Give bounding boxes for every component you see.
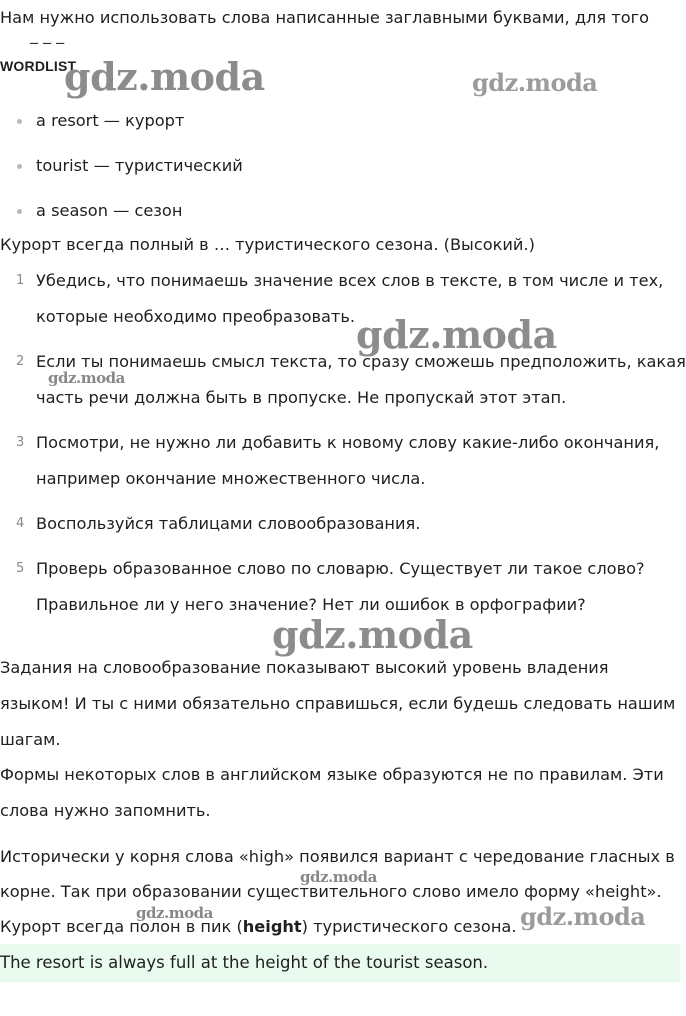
step-number: 3 (16, 435, 25, 450)
wordlist-item: tourist — туристический (0, 156, 680, 176)
bullet-dot (17, 119, 22, 124)
step-number: 1 (16, 273, 25, 288)
step-line: Посмотри, не нужно ли добавить к новому слову какие-либо окончания, (36, 433, 660, 452)
paragraph-line: Формы некоторых слов в английском языке образуются не по правилам. Эти (0, 765, 664, 784)
step-line: которые необходимо преобразовать. (36, 307, 356, 326)
wordlist-item: a resort — курорт (0, 111, 680, 131)
watermark-logo: gdz.moda (300, 868, 377, 886)
bullet-dot (17, 209, 22, 214)
watermark-logo: gdz.moda (48, 369, 125, 387)
bullet-dot (17, 164, 22, 169)
step-number: 5 (16, 561, 25, 576)
wordlist-title: WORDLIST (0, 58, 77, 74)
watermark-logo: gdz.moda (272, 612, 473, 657)
step-line: Правильное ли у него значение? Нет ли ошибок в орфографии? (36, 595, 586, 614)
step-line: Проверь образованное слово по словарю. Существует ли такое слово? (36, 559, 645, 578)
paragraph-line: слова нужно запомнить. (0, 801, 211, 820)
step-line: Воспользуйся таблицами словообразования. (36, 514, 421, 533)
step-number: 2 (16, 354, 25, 369)
answer-box (0, 944, 680, 982)
paragraph-line: шагам. (0, 730, 61, 749)
wordlist-item: a season — сезон (0, 201, 680, 221)
answer-text: The resort is always full at the height of the tourist season. (0, 953, 489, 972)
step-line: Убедись, что понимаешь значение всех слов в тексте, в том числе и тех, (36, 271, 664, 290)
paragraph-line: Задания на словообразование показывают высокий уровень владения (0, 658, 609, 677)
paragraph-line: языком! И ты с ними обязательно справишься, если будешь следовать нашим (0, 694, 676, 713)
watermark-logo: gdz.moda (136, 904, 213, 922)
paragraph-line: корне. Так при образовании существительного слово имело форму «height». (0, 882, 662, 901)
task-sentence: Курорт всегда полный в … туристического сезона. (Высокий.) (0, 235, 535, 254)
step-line: например окончание множественного числа. (36, 469, 426, 488)
watermark-logo: gdz.moda (472, 68, 598, 97)
watermark-logo: gdz.moda (520, 902, 646, 931)
intro-text: Нам нужно использовать слова написанные заглавными буквами, для того (0, 8, 650, 27)
clipped-line-fragment: ‾ ‾ ‾ (30, 40, 65, 59)
watermark-logo: gdz.moda (356, 312, 557, 357)
highlighted-answer-word: height (242, 917, 302, 936)
watermark-logo: gdz.moda (64, 54, 265, 99)
step-line: Если ты понимаешь смысл текста, то сразу сможешь предположить, какая (36, 352, 686, 371)
step-line: часть речи должна быть в пропуске. Не пропускай этот этап. (36, 388, 567, 407)
step-number: 4 (16, 516, 25, 531)
final-sentence: Курорт всегда полон в пик (height) туристического сезона. (0, 917, 517, 936)
paragraph-line: Исторически у корня слова «high» появился вариант с чередование гласных в (0, 847, 675, 866)
